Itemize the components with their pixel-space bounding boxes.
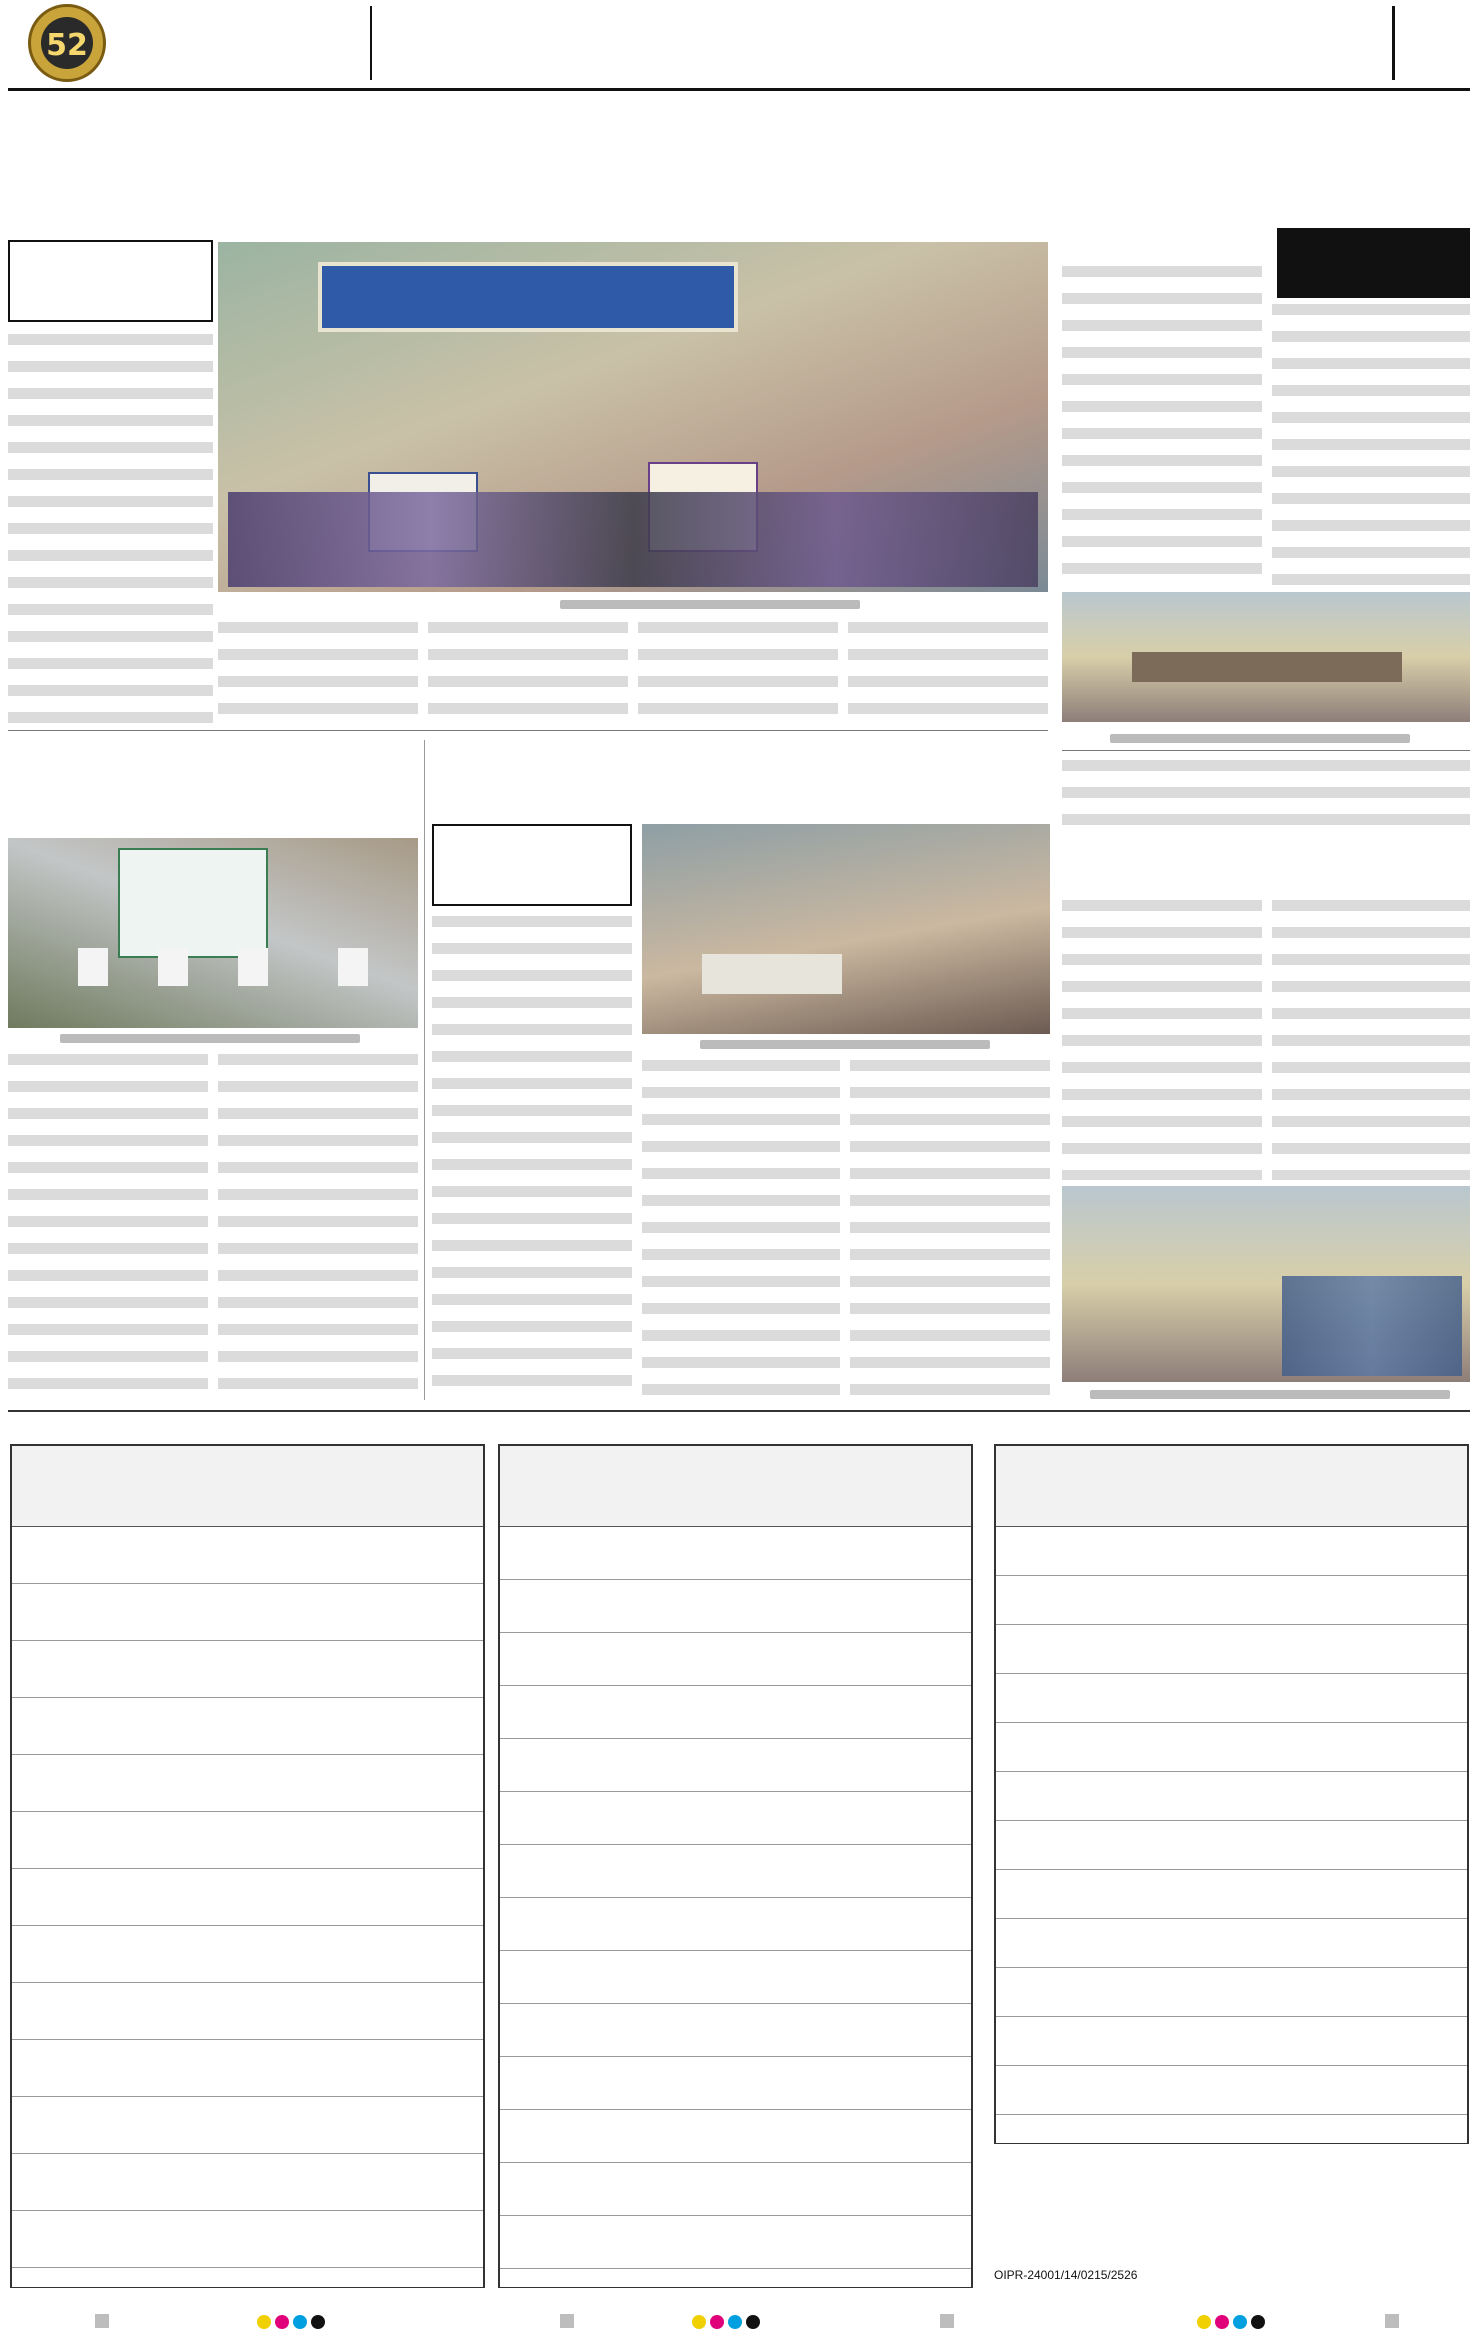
lead-body-column-3 bbox=[428, 622, 628, 724]
table-body bbox=[500, 1527, 971, 2287]
crowd-of-students bbox=[228, 492, 1038, 587]
right-top-kicker-box bbox=[1277, 228, 1470, 298]
cmyk-marks bbox=[1195, 2314, 1267, 2333]
right-top-photo-grievance-meeting bbox=[1062, 592, 1470, 722]
cmyk-marks bbox=[255, 2314, 327, 2333]
collector-school-visit-photo bbox=[1062, 1186, 1470, 1382]
cmyk-marks bbox=[690, 2314, 762, 2333]
registration-square bbox=[560, 2314, 574, 2328]
collector-headline bbox=[1062, 832, 1470, 894]
magenta-dot bbox=[275, 2315, 289, 2329]
print-registration-marks bbox=[0, 2310, 1477, 2338]
science-headline bbox=[432, 740, 1050, 814]
lead-headline bbox=[10, 96, 1050, 236]
newspaper-anniversary-logo bbox=[28, 4, 106, 82]
collector-body-column-1 bbox=[1062, 900, 1262, 1180]
science-caption bbox=[700, 1040, 990, 1049]
cyan-dot bbox=[1233, 2315, 1247, 2329]
cyan-dot bbox=[728, 2315, 742, 2329]
right-top-body-column-1 bbox=[1062, 266, 1262, 586]
congress-poster-release-photo bbox=[8, 838, 418, 1028]
table-body bbox=[996, 1527, 1467, 2143]
magenta-dot bbox=[1215, 2315, 1229, 2329]
right-top-kicker bbox=[1279, 230, 1468, 238]
table-header bbox=[500, 1446, 971, 1527]
right-top-caption bbox=[1110, 734, 1410, 743]
poster-in-hand bbox=[338, 948, 368, 986]
table-header bbox=[996, 1446, 1467, 1527]
lead-photo-students-campaign bbox=[218, 242, 1048, 592]
science-kicker-box bbox=[432, 824, 632, 906]
registration-square bbox=[940, 2314, 954, 2328]
science-body-column-3 bbox=[850, 1060, 1050, 1396]
dateline-divider bbox=[370, 6, 372, 80]
section-divider bbox=[1392, 6, 1395, 80]
collector-caption bbox=[1090, 1390, 1450, 1399]
table-body bbox=[12, 1527, 483, 2287]
black-dot bbox=[1251, 2315, 1265, 2329]
tables-continued-label bbox=[10, 1420, 210, 1440]
lead-body-column-1 bbox=[8, 334, 213, 724]
table-totals bbox=[1060, 2164, 1460, 2214]
lead-caption-line bbox=[560, 600, 860, 609]
column-rule bbox=[424, 740, 425, 1400]
black-dot bbox=[746, 2315, 760, 2329]
masthead-rule bbox=[8, 88, 1470, 91]
science-body-column-2 bbox=[642, 1060, 840, 1396]
exhibit-table bbox=[702, 954, 842, 994]
lead-body-column-4 bbox=[638, 622, 838, 724]
black-dot bbox=[311, 2315, 325, 2329]
college-signboard bbox=[318, 262, 738, 332]
meeting-table bbox=[1132, 652, 1402, 682]
poster-in-hand bbox=[158, 948, 188, 986]
right-top-continued-text bbox=[1062, 760, 1470, 830]
right-top-headline bbox=[1062, 100, 1470, 220]
right-top-body-column-2 bbox=[1272, 304, 1470, 586]
yellow-dot bbox=[692, 2315, 706, 2329]
yellow-dot bbox=[257, 2315, 271, 2329]
section-rule bbox=[1062, 750, 1470, 751]
signature-block bbox=[1180, 2220, 1460, 2264]
section-title bbox=[1020, 4, 1380, 84]
science-body-column-1 bbox=[432, 916, 632, 1396]
collector-body-column-2 bbox=[1272, 900, 1470, 1180]
table-header bbox=[12, 1446, 483, 1527]
section-rule bbox=[8, 730, 1048, 731]
land-schedule-table-1 bbox=[10, 1444, 485, 2288]
land-schedule-table-2 bbox=[498, 1444, 973, 2288]
congress-headline bbox=[8, 740, 418, 832]
lead-body-column-2 bbox=[218, 622, 418, 724]
land-schedule-table-3 bbox=[994, 1444, 1469, 2144]
release-code: OIPR-24001/14/0215/2526 bbox=[994, 2268, 1138, 2282]
congress-caption bbox=[60, 1034, 360, 1043]
students-group bbox=[1282, 1276, 1462, 1376]
yellow-dot bbox=[1197, 2315, 1211, 2329]
lead-kicker-box bbox=[8, 240, 213, 322]
lead-body-column-5 bbox=[848, 622, 1048, 724]
poster-backdrop bbox=[118, 848, 268, 958]
dateline bbox=[118, 8, 358, 78]
cyan-dot bbox=[293, 2315, 307, 2329]
registration-square bbox=[1385, 2314, 1399, 2328]
congress-body-column-1 bbox=[8, 1054, 208, 1394]
poster-in-hand bbox=[238, 948, 268, 986]
poster-in-hand bbox=[78, 948, 108, 986]
anniversary-number: 52 bbox=[41, 17, 93, 69]
magenta-dot bbox=[710, 2315, 724, 2329]
congress-body-column-2 bbox=[218, 1054, 418, 1394]
tables-top-rule bbox=[8, 1410, 1470, 1412]
page-number bbox=[1400, 4, 1470, 84]
registration-square bbox=[95, 2314, 109, 2328]
science-exhibition-photo bbox=[642, 824, 1050, 1034]
